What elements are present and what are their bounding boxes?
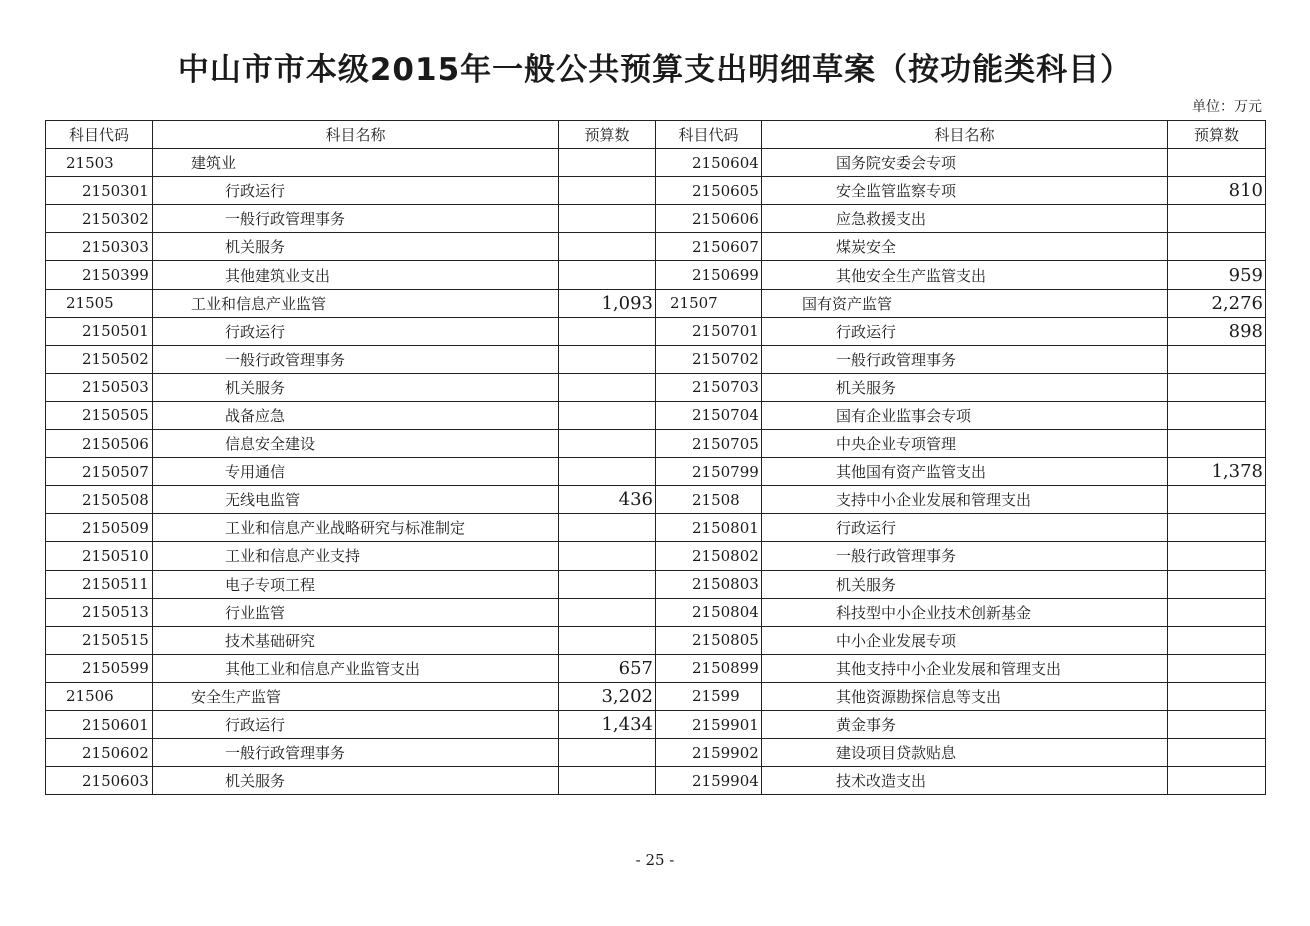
- left-amount-cell: [559, 767, 656, 795]
- unit-label: 单位：万元: [1192, 99, 1262, 115]
- table-row: [46, 401, 1266, 429]
- left-amount-cell: [559, 626, 656, 654]
- left-amount-cell: 1,434: [559, 710, 656, 738]
- right-amount-cell: [1168, 682, 1266, 710]
- left-name-cell: 工业和信息产业战略研究与标准制定: [153, 514, 559, 542]
- right-code-cell: 2150605: [656, 177, 762, 205]
- right-amount-cell: [1168, 626, 1266, 654]
- table-row: [46, 149, 1266, 177]
- left-amount-cell: [559, 739, 656, 767]
- column-header-right-name: 科目名称: [762, 121, 1168, 149]
- table-row: [46, 570, 1266, 598]
- left-amount-cell: 657: [559, 654, 656, 682]
- left-name-cell: 行政运行: [153, 317, 559, 345]
- right-code-cell: 2150604: [656, 149, 762, 177]
- left-name-cell: 无线电监管: [153, 486, 559, 514]
- column-header-left-code: 科目代码: [46, 121, 153, 149]
- left-code-cell: 2150302: [46, 205, 153, 233]
- left-code-cell: 2150511: [46, 570, 153, 598]
- right-name-cell: 安全监管监察专项: [762, 177, 1168, 205]
- left-name-cell: 工业和信息产业监管: [153, 289, 559, 317]
- left-amount-cell: [559, 345, 656, 373]
- right-amount-cell: [1168, 570, 1266, 598]
- left-code-cell: 2150399: [46, 261, 153, 289]
- right-code-cell: 2150703: [656, 373, 762, 401]
- left-name-cell: 行业监管: [153, 598, 559, 626]
- column-header-right-code: 科目代码: [656, 121, 762, 149]
- right-name-cell: 国务院安委会专项: [762, 149, 1168, 177]
- right-code-cell: 2150805: [656, 626, 762, 654]
- right-name-cell: 国有企业监事会专项: [762, 401, 1168, 429]
- left-amount-cell: [559, 233, 656, 261]
- right-name-cell: 机关服务: [762, 373, 1168, 401]
- right-amount-cell: [1168, 767, 1266, 795]
- right-code-cell: 2159904: [656, 767, 762, 795]
- right-amount-cell: [1168, 205, 1266, 233]
- table-row: [46, 626, 1266, 654]
- right-name-cell: 其他安全生产监管支出: [762, 261, 1168, 289]
- right-code-cell: 2150799: [656, 458, 762, 486]
- left-name-cell: 技术基础研究: [153, 626, 559, 654]
- right-amount-cell: [1168, 542, 1266, 570]
- table-row: [46, 682, 1266, 710]
- left-name-cell: 一般行政管理事务: [153, 739, 559, 767]
- left-amount-cell: [559, 401, 656, 429]
- right-amount-cell: [1168, 514, 1266, 542]
- table-row: [46, 514, 1266, 542]
- left-amount-cell: [559, 570, 656, 598]
- left-code-cell: 2150301: [46, 177, 153, 205]
- left-name-cell: 一般行政管理事务: [153, 205, 559, 233]
- right-name-cell: 机关服务: [762, 570, 1168, 598]
- table-row: [46, 654, 1266, 682]
- table-row: [46, 710, 1266, 738]
- right-amount-cell: 2,276: [1168, 289, 1266, 317]
- left-code-cell: 2150603: [46, 767, 153, 795]
- right-code-cell: 2150701: [656, 317, 762, 345]
- table-row: [46, 233, 1266, 261]
- right-amount-cell: 810: [1168, 177, 1266, 205]
- table-row: [46, 542, 1266, 570]
- right-name-cell: 其他资源勘探信息等支出: [762, 682, 1168, 710]
- right-name-cell: 国有资产监管: [762, 289, 1168, 317]
- left-name-cell: 战备应急: [153, 401, 559, 429]
- left-code-cell: 2150501: [46, 317, 153, 345]
- left-code-cell: 2150601: [46, 710, 153, 738]
- right-code-cell: 2150804: [656, 598, 762, 626]
- right-amount-cell: [1168, 739, 1266, 767]
- table-row: [46, 373, 1266, 401]
- right-amount-cell: [1168, 149, 1266, 177]
- right-amount-cell: [1168, 345, 1266, 373]
- left-amount-cell: 436: [559, 486, 656, 514]
- left-code-cell: 2150510: [46, 542, 153, 570]
- left-name-cell: 机关服务: [153, 373, 559, 401]
- left-name-cell: 安全生产监管: [153, 682, 559, 710]
- right-name-cell: 其他国有资产监管支出: [762, 458, 1168, 486]
- left-amount-cell: [559, 598, 656, 626]
- right-amount-cell: [1168, 710, 1266, 738]
- left-amount-cell: [559, 317, 656, 345]
- left-code-cell: 2150506: [46, 430, 153, 458]
- left-amount-cell: [559, 205, 656, 233]
- right-code-cell: 21599: [656, 682, 762, 710]
- left-code-cell: 2150515: [46, 626, 153, 654]
- right-name-cell: 其他支持中小企业发展和管理支出: [762, 654, 1168, 682]
- right-amount-cell: [1168, 486, 1266, 514]
- left-code-cell: 21506: [46, 682, 153, 710]
- right-code-cell: 2150704: [656, 401, 762, 429]
- left-amount-cell: 3,202: [559, 682, 656, 710]
- left-name-cell: 一般行政管理事务: [153, 345, 559, 373]
- header-row: [46, 121, 1266, 149]
- page-title: 中山市市本级2015年一般公共预算支出明细草案（按功能类科目）: [177, 52, 1133, 88]
- left-code-cell: 2150507: [46, 458, 153, 486]
- left-name-cell: 行政运行: [153, 177, 559, 205]
- right-amount-cell: 1,378: [1168, 458, 1266, 486]
- table-row: [46, 739, 1266, 767]
- left-amount-cell: [559, 261, 656, 289]
- left-code-cell: 2150509: [46, 514, 153, 542]
- right-amount-cell: 898: [1168, 317, 1266, 345]
- left-code-cell: 2150502: [46, 345, 153, 373]
- left-amount-cell: [559, 149, 656, 177]
- right-name-cell: 煤炭安全: [762, 233, 1168, 261]
- table-row: [46, 345, 1266, 373]
- right-code-cell: 2150801: [656, 514, 762, 542]
- right-amount-cell: [1168, 654, 1266, 682]
- left-amount-cell: [559, 458, 656, 486]
- table-row: [46, 598, 1266, 626]
- budget-table: [45, 120, 1266, 795]
- right-name-cell: 中小企业发展专项: [762, 626, 1168, 654]
- left-name-cell: 其他工业和信息产业监管支出: [153, 654, 559, 682]
- right-code-cell: 2159902: [656, 739, 762, 767]
- right-code-cell: 2150607: [656, 233, 762, 261]
- right-amount-cell: [1168, 598, 1266, 626]
- right-amount-cell: [1168, 401, 1266, 429]
- right-name-cell: 行政运行: [762, 514, 1168, 542]
- table-row: [46, 458, 1266, 486]
- left-code-cell: 2150513: [46, 598, 153, 626]
- left-code-cell: 21503: [46, 149, 153, 177]
- right-name-cell: 建设项目贷款贴息: [762, 739, 1168, 767]
- table-row: [46, 767, 1266, 795]
- left-name-cell: 电子专项工程: [153, 570, 559, 598]
- page-number: - 25 -: [635, 851, 675, 869]
- left-amount-cell: [559, 514, 656, 542]
- right-amount-cell: [1168, 373, 1266, 401]
- left-amount-cell: [559, 177, 656, 205]
- left-amount-cell: 1,093: [559, 289, 656, 317]
- table-body: [46, 149, 1266, 795]
- right-amount-cell: 959: [1168, 261, 1266, 289]
- right-code-cell: 2150899: [656, 654, 762, 682]
- left-amount-cell: [559, 373, 656, 401]
- left-name-cell: 其他建筑业支出: [153, 261, 559, 289]
- left-code-cell: 2150599: [46, 654, 153, 682]
- left-amount-cell: [559, 542, 656, 570]
- table-row: [46, 205, 1266, 233]
- right-name-cell: 科技型中小企业技术创新基金: [762, 598, 1168, 626]
- left-name-cell: 行政运行: [153, 710, 559, 738]
- right-code-cell: 2150606: [656, 205, 762, 233]
- right-code-cell: 2150705: [656, 430, 762, 458]
- left-code-cell: 2150602: [46, 739, 153, 767]
- table-row: [46, 261, 1266, 289]
- left-code-cell: 2150505: [46, 401, 153, 429]
- table-row: [46, 486, 1266, 514]
- left-code-cell: 2150503: [46, 373, 153, 401]
- left-name-cell: 机关服务: [153, 767, 559, 795]
- column-header-left-amount: 预算数: [559, 121, 656, 149]
- right-code-cell: 2150802: [656, 542, 762, 570]
- left-name-cell: 建筑业: [153, 149, 559, 177]
- right-code-cell: 21507: [656, 289, 762, 317]
- table-row: [46, 430, 1266, 458]
- left-name-cell: 机关服务: [153, 233, 559, 261]
- right-code-cell: 2150803: [656, 570, 762, 598]
- right-code-cell: 2159901: [656, 710, 762, 738]
- left-amount-cell: [559, 430, 656, 458]
- left-code-cell: 2150303: [46, 233, 153, 261]
- left-code-cell: 2150508: [46, 486, 153, 514]
- table-row: [46, 289, 1266, 317]
- right-code-cell: 2150699: [656, 261, 762, 289]
- right-amount-cell: [1168, 430, 1266, 458]
- left-code-cell: 21505: [46, 289, 153, 317]
- right-code-cell: 21508: [656, 486, 762, 514]
- left-name-cell: 专用通信: [153, 458, 559, 486]
- right-name-cell: 一般行政管理事务: [762, 542, 1168, 570]
- right-name-cell: 黄金事务: [762, 710, 1168, 738]
- table-row: [46, 317, 1266, 345]
- table-row: [46, 177, 1266, 205]
- right-name-cell: 中央企业专项管理: [762, 430, 1168, 458]
- left-name-cell: 工业和信息产业支持: [153, 542, 559, 570]
- left-name-cell: 信息安全建设: [153, 430, 559, 458]
- right-name-cell: 技术改造支出: [762, 767, 1168, 795]
- right-name-cell: 支持中小企业发展和管理支出: [762, 486, 1168, 514]
- right-amount-cell: [1168, 233, 1266, 261]
- right-name-cell: 应急救援支出: [762, 205, 1168, 233]
- column-header-left-name: 科目名称: [153, 121, 559, 149]
- right-code-cell: 2150702: [656, 345, 762, 373]
- column-header-right-amount: 预算数: [1168, 121, 1266, 149]
- right-name-cell: 行政运行: [762, 317, 1168, 345]
- right-name-cell: 一般行政管理事务: [762, 345, 1168, 373]
